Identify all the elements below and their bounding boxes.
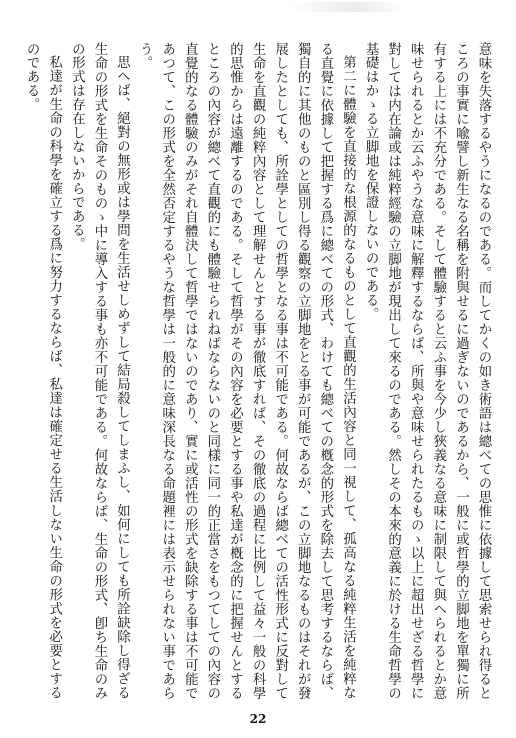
page-number: 22: [249, 712, 267, 726]
paragraph-form-of-life: 思へば、絕對の無形或は學問を生活せしめずして結局殺してしまふし、如何にしても所詮缺除し得ざる生命の形式を生命そのものゝ中に導入する事も亦不可能である。何故ならば、生命の形式、卽ち生命のみの形式は存在しないからである。: [69, 42, 130, 700]
show-through-smudge: [286, 2, 406, 12]
paragraph-second-point: 第二に體驗を直接的な根源的なるものとして直觀的生活內容と同一視して、孤高なる純粹生活を純粹なる直覺に依據して把握する爲に總べての形式、わけても總べての槪念的形式を除去して思考するならば、獨自的に其他のものと區別し得る觀察の立脚地をとる事が可能であるが、この立脚地なるものはそれが發展したとしても、所詮學としての哲學となる事は不可能である。何故ならば總べての活性形式に反對して生命を直觀の純粹內容として理解せんとする事が徹底すれば、その徹底の過程に比例して益々一般の科學的思惟からは遠離するのである。そして哲學がその內容を必要とする事や私達が槪念的に把握せんとするところの內容が總べて直觀的にも體驗せられねばならないのと同樣に同一的正當さをもつてしての內容の直覺的なる體驗のみがそれ自體決して哲學ではないのであり、實に或活性の形式を缺除する事は不可能であつて、この形式を全然否定するやうな哲學は一般的に意味深長なる命題裡には表示せられない事であらう。: [137, 42, 356, 700]
paragraph-continued: 意味を失落するやうになるのである。而してかくの如き術語は總べての思惟に依據して思索せられ得るところの事實に喩譬し新生なる名稱を附與せるに過ぎないのであるから、一般に或哲學的立脚地を單獨に所有する上には不充分である。そして體驗すると云ふ事を今少し狹義なる意味に制限して與へられるとか意味せられるとか云ふやうな意味に解釋するならば、所與や意味せられたるものゝ以上に超出せざる哲學に對しては内在論或は純粹經驗の立脚地が現出して來るのである。然しその本來的意義に於ける生命哲學の基礎はかゝる立脚地を保證しないのである。: [363, 42, 491, 700]
vertical-text-body: [22, 42, 494, 700]
paragraph-science-of-life: 私達が生命の科學を確立する爲に努力するならば、私達は確定せる生活しない生命の形式を必要とするのである。: [24, 42, 62, 700]
